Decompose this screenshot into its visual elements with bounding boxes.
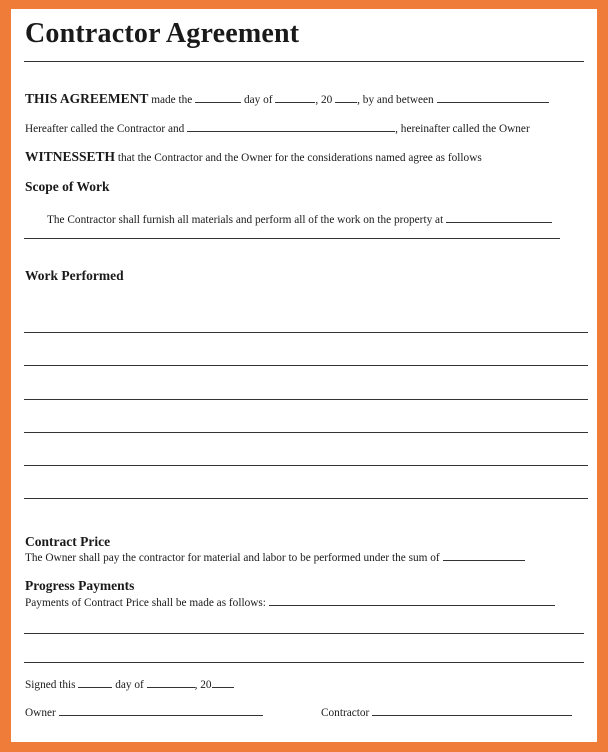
property-address-field[interactable]	[446, 212, 552, 223]
signed-year-field[interactable]	[212, 677, 234, 688]
witnesseth-text: that the Contractor and the Owner for the considerations named agree as follows	[117, 152, 482, 164]
contract-price-text: The Owner shall pay the contractor for material and labor to be performed under the sum of	[25, 552, 440, 564]
signed-day-of: day of	[115, 679, 144, 691]
work-performed-line[interactable]	[24, 465, 588, 466]
contract-price-line	[25, 550, 525, 564]
progress-payments-line	[25, 595, 555, 609]
signed-day-field[interactable]	[78, 677, 112, 688]
document-page	[11, 9, 597, 742]
agreement-by-between: , by and between	[357, 94, 434, 106]
work-performed-line[interactable]	[24, 399, 588, 400]
scope-heading: Scope of Work	[25, 179, 110, 194]
payment-terms-line[interactable]	[24, 633, 584, 634]
agreement-line	[25, 91, 549, 107]
signed-year-prefix: , 20	[194, 679, 212, 691]
progress-payments-heading: Progress Payments	[25, 578, 135, 593]
contractor-signature-line	[321, 705, 572, 719]
owner-signature-field[interactable]	[59, 705, 263, 716]
signed-line	[25, 677, 234, 691]
work-performed-line[interactable]	[24, 365, 588, 366]
title-divider	[24, 61, 584, 62]
payment-terms-line[interactable]	[24, 662, 584, 663]
owner-signature-line	[25, 705, 263, 719]
work-performed-line[interactable]	[24, 498, 588, 499]
witnesseth-line	[25, 149, 482, 165]
agreement-party-field[interactable]	[437, 92, 549, 103]
payment-terms-field[interactable]	[269, 595, 555, 606]
contractor-signature-field[interactable]	[372, 705, 572, 716]
agreement-lead: THIS AGREEMENT	[25, 91, 149, 106]
signed-this-text: Signed this	[25, 679, 76, 691]
document-title: Contractor Agreement	[25, 18, 300, 49]
hereafter-contractor-text: Hereafter called the Contractor and	[25, 123, 185, 135]
contract-price-heading: Contract Price	[25, 534, 111, 549]
contractor-label: Contractor	[321, 707, 370, 719]
progress-payments-text: Payments of Contract Price shall be made as follows:	[25, 597, 266, 609]
signed-month-field[interactable]	[147, 677, 195, 688]
agreement-day-of: day of	[243, 94, 273, 106]
work-performed-line[interactable]	[24, 332, 588, 333]
agreement-year-prefix: , 20	[315, 94, 333, 106]
contract-sum-field[interactable]	[443, 550, 525, 561]
agreement-month-field[interactable]	[275, 92, 315, 103]
hereafter-line	[25, 121, 530, 135]
witnesseth-lead: WITNESSETH	[25, 149, 116, 164]
scope-continuation-line[interactable]	[24, 238, 560, 239]
work-performed-line[interactable]	[24, 432, 588, 433]
scope-line	[47, 212, 552, 226]
work-performed-heading: Work Performed	[25, 268, 124, 283]
scope-text: The Contractor shall furnish all materials and perform all of the work on the property at	[47, 214, 444, 226]
owner-label: Owner	[25, 707, 56, 719]
agreement-day-field[interactable]	[195, 92, 241, 103]
hereafter-owner-text: , hereinafter called the Owner	[395, 123, 530, 135]
agreement-year-field[interactable]	[335, 92, 357, 103]
agreement-made-the: made the	[151, 94, 193, 106]
owner-name-field[interactable]	[187, 121, 395, 132]
